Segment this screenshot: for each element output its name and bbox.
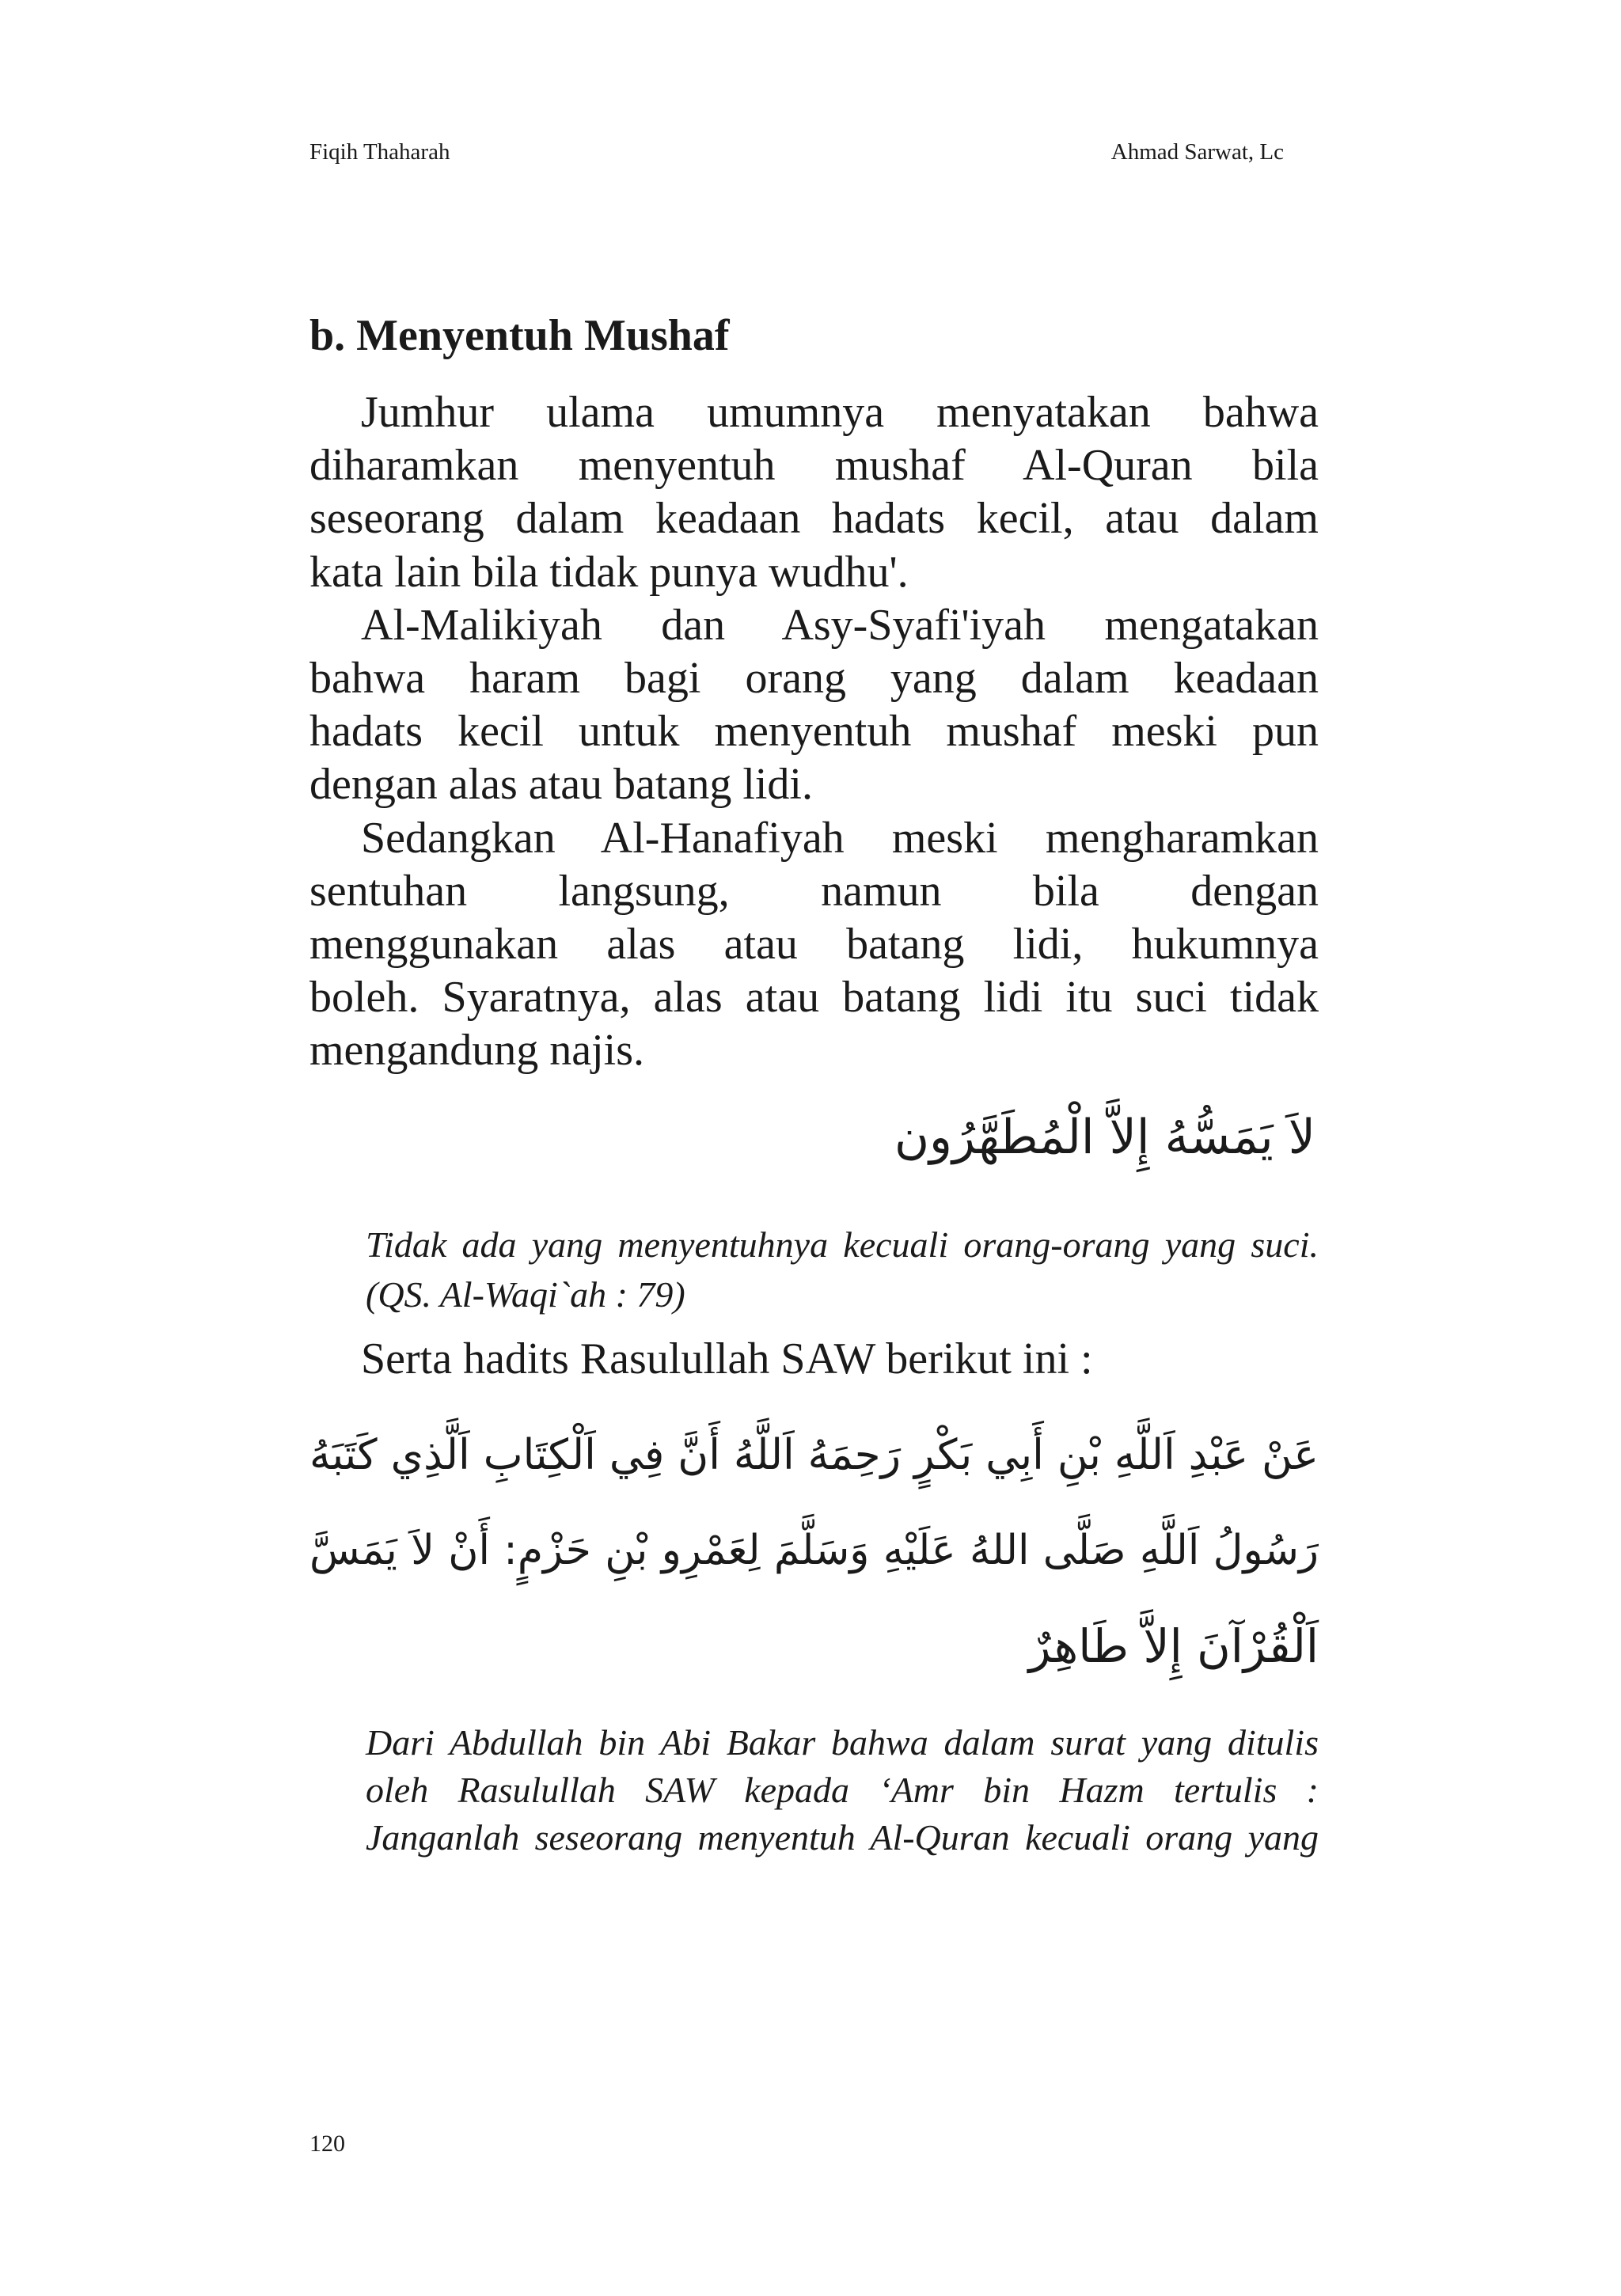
paragraph xyxy=(309,599,1319,812)
paragraph-line: diharamkan menyentuh mushaf Al-Quran bila xyxy=(309,441,1319,491)
hadith-translation-line: Dari Abdullah bin Abi Bakar bahwa dalam surat yang ditulis xyxy=(366,1722,1319,1763)
body-text xyxy=(309,386,1319,1077)
paragraph xyxy=(309,386,1319,599)
hadith-arabic xyxy=(309,1407,1319,1694)
page-number: 120 xyxy=(309,2131,345,2157)
paragraph-line: Sedangkan Al-Hanafiyah meski mengharamkan xyxy=(361,813,1319,863)
paragraph-line: menggunakan alas atau batang lidi, hukumnya xyxy=(309,919,1319,969)
paragraph-line: kata lain bila tidak punya wudhu'. xyxy=(309,547,909,597)
paragraph-line: dengan alas atau batang lidi. xyxy=(309,760,813,810)
paragraph-line: mengandung najis. xyxy=(309,1026,645,1076)
hadith-translation-line: oleh Rasulullah SAW kepada ‘Amr bin Hazm tertulis : xyxy=(366,1770,1319,1810)
paragraph-line: bahwa haram bagi orang yang dalam keadaan xyxy=(309,653,1319,703)
hadith-intro: Serta hadits Rasulullah SAW berikut ini : xyxy=(361,1334,1093,1383)
paragraph xyxy=(309,812,1319,1078)
paragraph-line: boleh. Syaratnya, alas atau batang lidi itu suci tidak xyxy=(309,973,1319,1023)
paragraph-line: Jumhur ulama umumnya menyatakan bahwa xyxy=(361,388,1319,437)
running-header-author: Ahmad Sarwat, Lc xyxy=(1110,139,1284,165)
hadith-translation-line: Janganlah seseorang menyentuh Al-Quran kecuali orang yang xyxy=(366,1817,1319,1858)
hadith-arabic-line: عَنْ عَبْدِ اَللَّهِ بْنِ أَبِي بَكْرٍ رَحِمَهُ اَللَّهُ أَنَّ فِي اَلْكِتَابِ اَلَّذِي كَتَبَهُ xyxy=(309,1431,1319,1479)
running-header-title: Fiqih Thaharah xyxy=(309,139,450,165)
hadith-translation xyxy=(366,1719,1319,1861)
quran-verse-translation xyxy=(366,1220,1319,1319)
quran-verse-translation-line: Tidak ada yang menyentuhnya kecuali orang-orang yang suci. xyxy=(366,1224,1319,1265)
paragraph-line: sentuhan langsung, namun bila dengan xyxy=(309,866,1319,916)
hadith-arabic-line: اَلْقُرْآنَ إِلاَّ طَاهِرٌ xyxy=(1028,1619,1319,1673)
paragraph-line: Al-Malikiyah dan Asy-Syafi'iyah mengatakan xyxy=(361,600,1319,650)
paragraph-line: hadats kecil untuk menyentuh mushaf meski pun xyxy=(309,707,1319,757)
quran-verse-arabic: لاَ يَمَسُّهُ إِلاَّ الْمُطَهَّرُون xyxy=(894,1110,1315,1165)
section-heading: b. Menyentuh Mushaf xyxy=(309,311,730,360)
paragraph-line: seseorang dalam keadaan hadats kecil, atau dalam xyxy=(309,494,1319,544)
hadith-arabic-line: رَسُولُ اَللَّهِ صَلَّى اللهُ عَلَيْهِ وَسَلَّمَ لِعَمْرِو بْنِ حَزْمٍ: أَنْ لاَ يَمَسَّ xyxy=(309,1527,1319,1574)
quran-verse-translation-line: (QS. Al-Waqi`ah : 79) xyxy=(366,1274,685,1315)
